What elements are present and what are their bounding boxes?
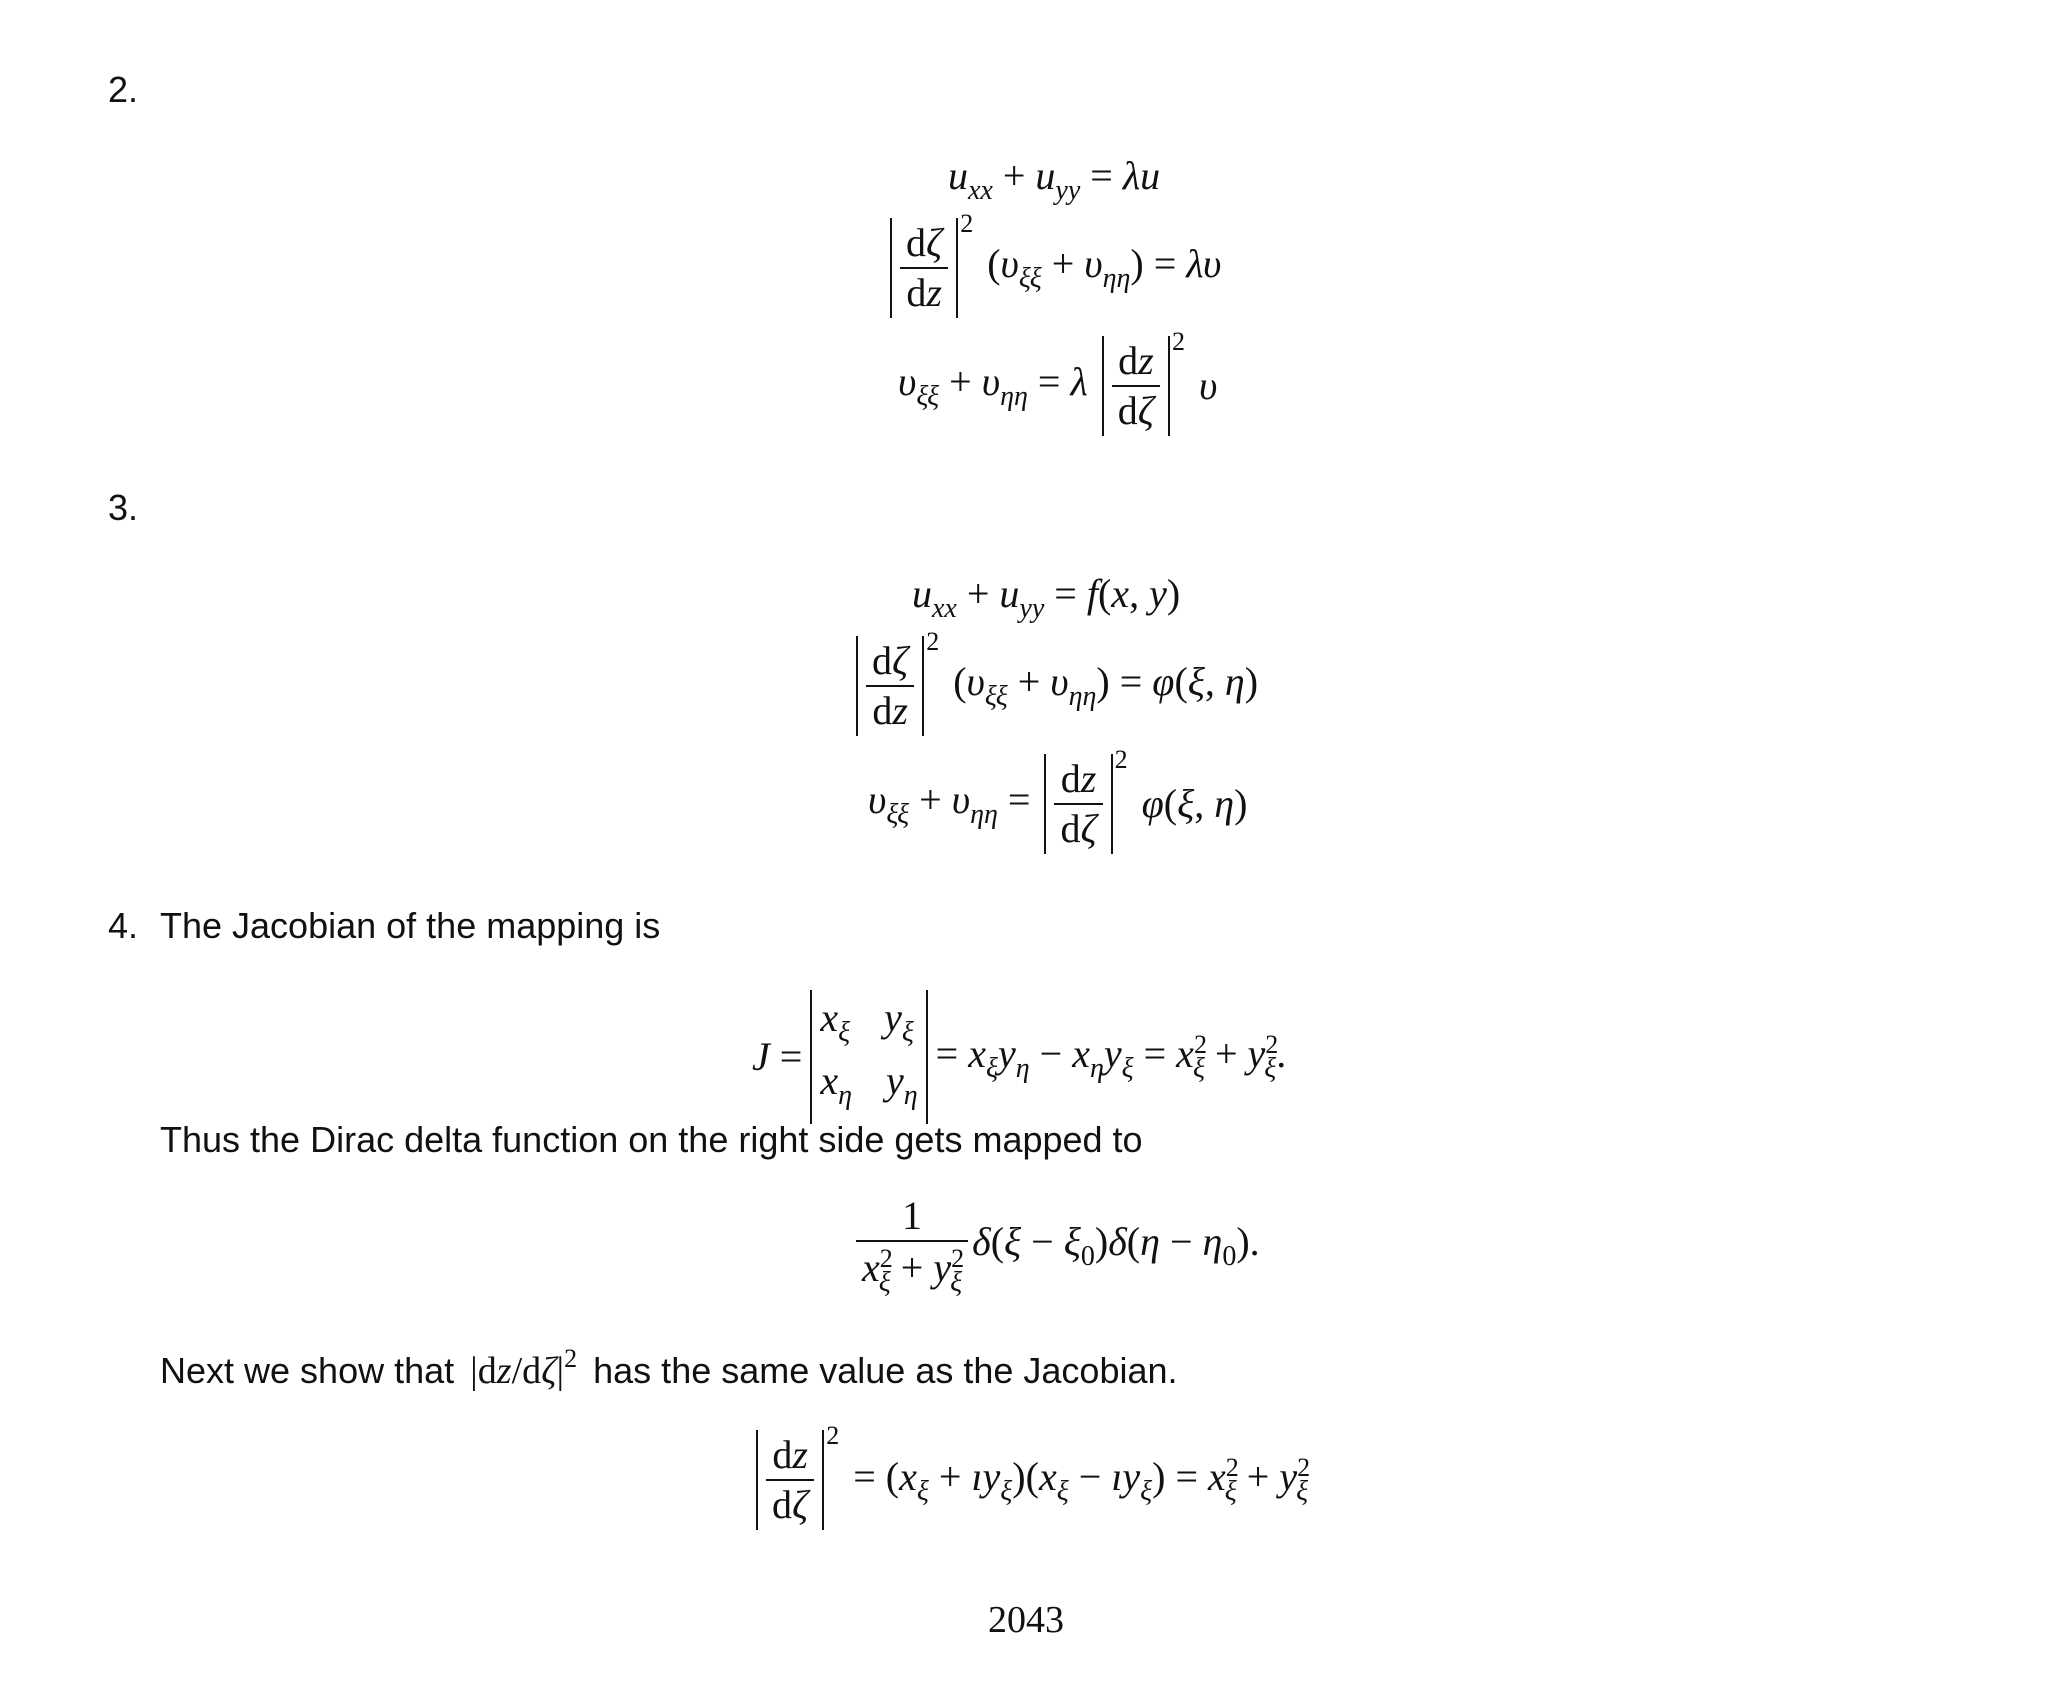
jacobian-intro-text: The Jacobian of the mapping is: [160, 905, 661, 946]
equation-2a: $u_{xx} + u_{yy} = \lambda u$: [948, 153, 1161, 206]
jacobian-equivalence-equation: $\frac{dz}{d\zeta}$ 2 = ($x_\xi$ + $ıy_\xi)(x_\xi$ − $ıy_\xi) = x^2_\xi + y^2_\xi$: [756, 1430, 1308, 1530]
dirac-intro-text: Thus the Dirac delta function on the right side gets mapped to: [160, 1119, 1143, 1160]
dirac-delta-equation: $\frac{1}{x^2_\xi + y^2_\xi}$ $\delta(\xi - \xi_0)\delta(\eta - \eta_0)$.: [852, 1196, 1260, 1297]
item-number-4: 4.: [108, 905, 139, 946]
equation-2c: $\upsilon_{\xi\xi} + \upsilon_{\eta\eta} = \lambda$ $\frac{dz}{d\zeta}$ 2 υ: [898, 336, 1217, 436]
equation-3a: $u_{xx} + u_{yy} = f(x$, y): [912, 571, 1181, 624]
next-show-text: Next we show that $|dz/d\zeta|^2$ has the same value as the Jacobian.: [160, 1344, 1178, 1392]
item-number-2: 2.: [108, 69, 139, 110]
item-number-3: 3.: [108, 487, 139, 528]
equation-3c: $\upsilon_{\xi\xi} + \upsilon_{\eta\eta}$ = $\frac{dz}{d\zeta}$ 2 φ(ξ, η): [868, 754, 1247, 854]
next-show-text-a: Next we show that: [160, 1350, 455, 1391]
next-show-text-b: has the same value as the Jacobian.: [593, 1350, 1178, 1391]
jacobian-equation: J = $x_\xi$ $y_\xi$ $x_\eta$ $y_\eta$ = $x_\xi y_\eta - x_\eta y_\xi = x^2_\xi + y^2_\xi$.: [752, 990, 1286, 1124]
equation-2b: $\frac{d\zeta}{dz}$ 2 $(\upsilon_{\xi\xi} + \upsilon_{\eta\eta}) = \lambda\upsilon$: [890, 218, 1221, 318]
page-number: 2043: [988, 1599, 1064, 1641]
equation-3b: $\frac{d\zeta}{dz}$ 2 $(\upsilon_{\xi\xi} + \upsilon_{\eta\eta}) = \varphi(\xi$, η): [856, 636, 1258, 736]
